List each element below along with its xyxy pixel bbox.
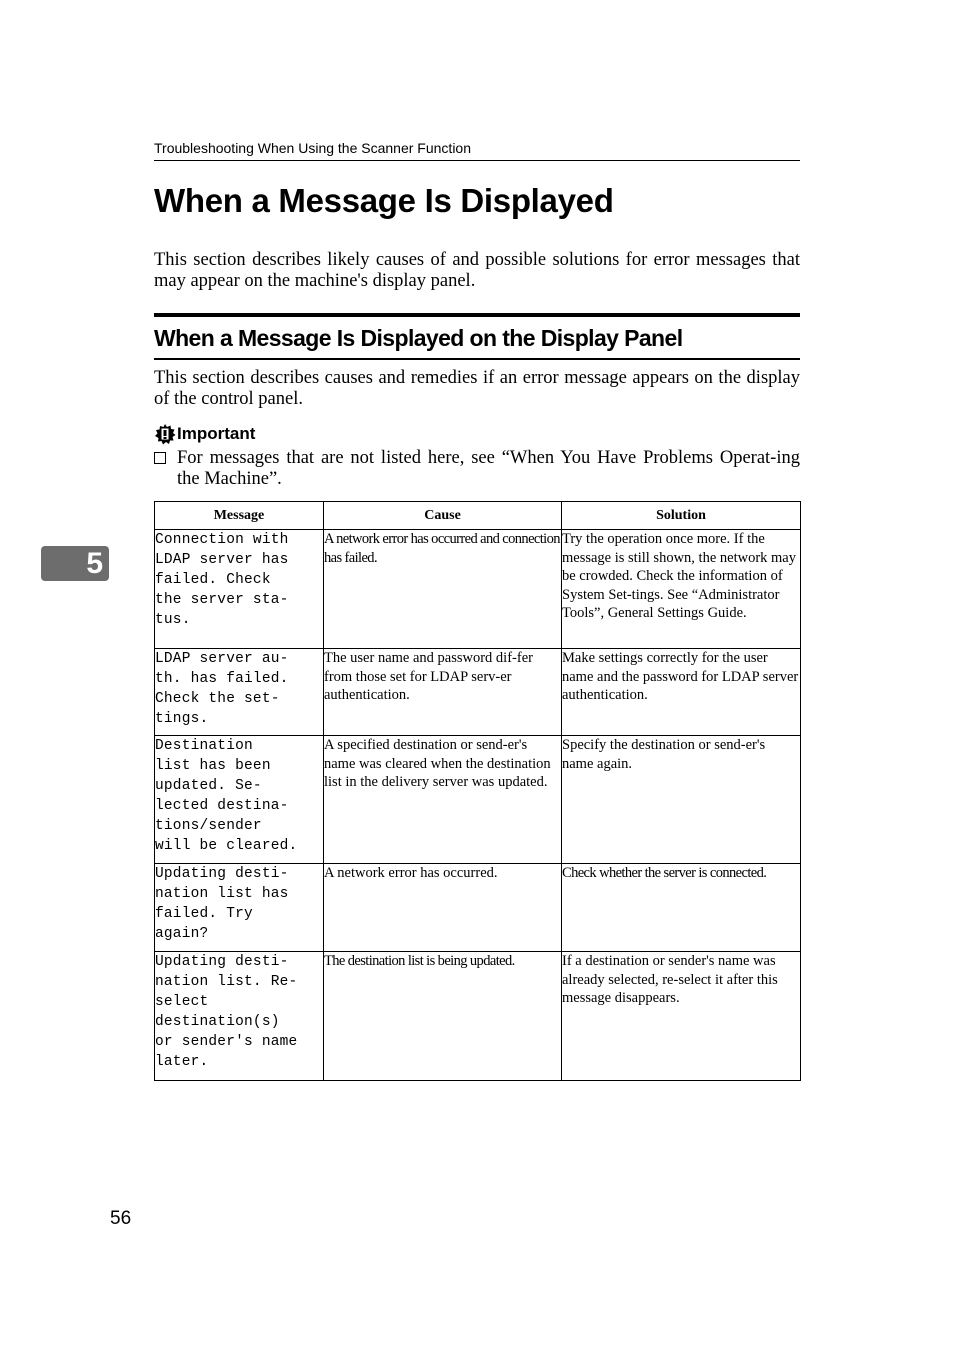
- table-row: [155, 864, 801, 952]
- message-table: [154, 501, 801, 1081]
- important-note-text: For messages that are not listed here, see “When You Have Problems Operat-ing the Machine”.: [177, 448, 800, 489]
- section-intro-paragraph: This section describes causes and remedies if an error message appears on the display of the control panel.: [154, 368, 800, 409]
- table-header-row: [155, 502, 801, 530]
- checkbox-icon: [154, 452, 166, 464]
- chapter-number: 5: [86, 547, 103, 580]
- table-row: [155, 952, 801, 1081]
- chapter-tab: [41, 546, 109, 581]
- message-cell: Destination list has been updated. Se- lected destina- tions/sender will be cleared.: [155, 736, 324, 864]
- solution-cell: If a destination or sender's name was already selected, re-select it after this message disappears.: [562, 952, 801, 1081]
- solution-cell: Try the operation once more. If the message is still shown, the network may be crowded. Check the information of System Set-tings. See “Administrator Tools”, General Settings Guide.: [562, 530, 801, 649]
- table-row: [155, 649, 801, 736]
- cause-cell: A specified destination or send-er's name was cleared when the destination list in the delivery server was updated.: [324, 736, 562, 864]
- intro-paragraph: This section describes likely causes of and possible solutions for error messages that may appear on the machine's display panel.: [154, 250, 800, 291]
- section-title: When a Message Is Displayed on the Display Panel: [154, 325, 683, 351]
- section-rule-top: [154, 313, 800, 317]
- table-row: [155, 530, 801, 649]
- message-cell: LDAP server au- th. has failed. Check the set- tings.: [155, 649, 324, 736]
- column-header-cause: Cause: [324, 502, 562, 530]
- page-number: 56: [110, 1208, 132, 1229]
- cause-cell: A network error has occurred and connection has failed.: [324, 530, 562, 649]
- cause-cell: The user name and password dif-fer from those set for LDAP serv-er authentication.: [324, 649, 562, 736]
- table-row: [155, 736, 801, 864]
- column-header-message: Message: [155, 502, 324, 530]
- message-cell: Updating desti- nation list. Re- select destination(s) or sender's name later.: [155, 952, 324, 1081]
- message-cell: Updating desti- nation list has failed. Try again?: [155, 864, 324, 952]
- important-label: Important: [177, 424, 256, 443]
- cause-cell: The destination list is being updated.: [324, 952, 562, 1081]
- solution-cell: Check whether the server is connected.: [562, 864, 801, 952]
- column-header-solution: Solution: [562, 502, 801, 530]
- section-rule-bottom: [154, 358, 800, 360]
- important-note: [154, 448, 800, 490]
- solution-cell: Specify the destination or send-er's name again.: [562, 736, 801, 864]
- solution-cell: Make settings correctly for the user name and the password for LDAP server authentication.: [562, 649, 801, 736]
- running-header: Troubleshooting When Using the Scanner Function: [154, 138, 800, 161]
- cause-cell: A network error has occurred.: [324, 864, 562, 952]
- message-cell: Connection with LDAP server has failed. Check the server sta- tus.: [155, 530, 324, 649]
- important-heading: [154, 423, 255, 445]
- important-icon: [154, 423, 176, 445]
- page-title: When a Message Is Displayed: [154, 182, 614, 219]
